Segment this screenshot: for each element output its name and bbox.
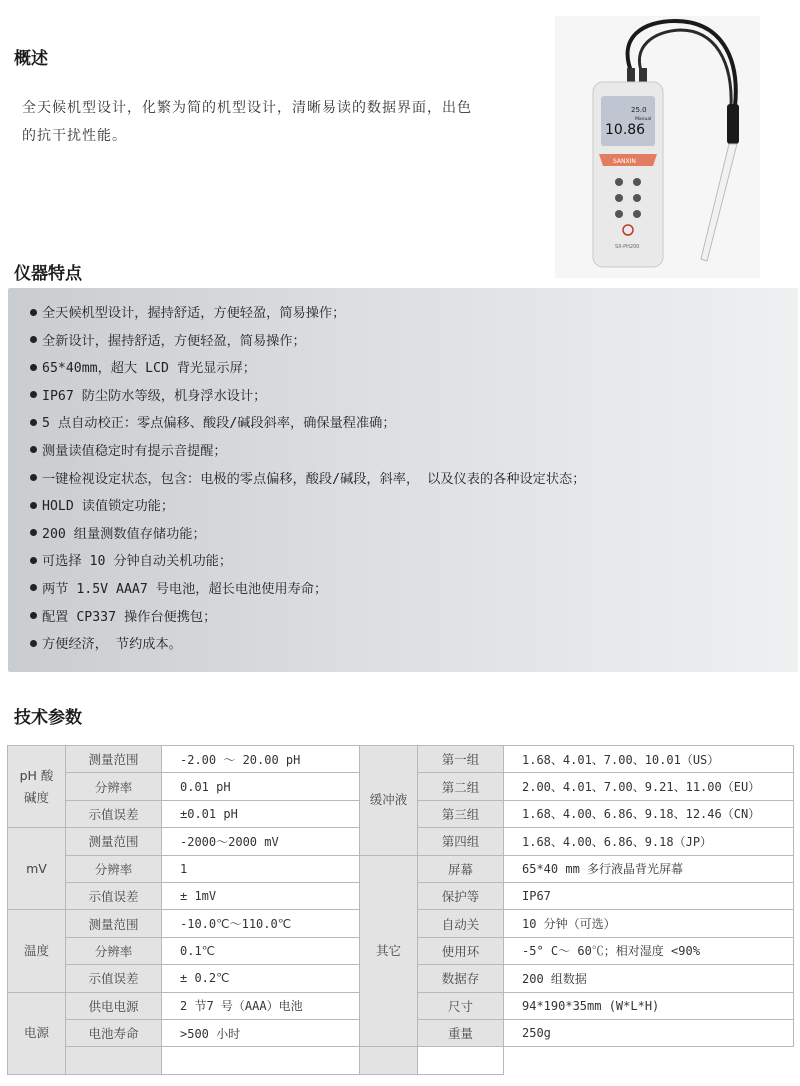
spec-value: 94*190*35mm (W*L*H) (504, 992, 794, 1019)
group-power: 电源 (8, 992, 66, 1074)
feature-item: 方便经济， 节约成本。 (30, 631, 585, 659)
spec-value: 2.00、4.01、7.00、9.21、11.00（EU） (504, 773, 794, 800)
feature-item: 可选择 10 分钟自动关机功能； (30, 548, 585, 576)
spec-value: ± 0.2℃ (162, 965, 360, 992)
spec-value: 250g (504, 1019, 794, 1046)
features-panel (8, 288, 798, 672)
spec-value: 1.68、4.00、6.86、9.18、12.46（CN） (504, 800, 794, 827)
feature-item: 全新设计，握持舒适，方便轻盈，简易操作； (30, 328, 585, 356)
spec-label: 示值误差 (66, 800, 162, 827)
spec-label: 分辨率 (66, 937, 162, 964)
spec-value: 1 (162, 855, 360, 882)
spec-value: >500 小时 (162, 1019, 360, 1046)
ph-meter-illustration (555, 16, 760, 278)
feature-item: HOLD 读值锁定功能； (30, 493, 585, 521)
spec-label: 尺寸 (418, 992, 504, 1019)
spec-value: ± 1mV (162, 882, 360, 909)
group-temp: 温度 (8, 910, 66, 992)
group-mv: mV (8, 828, 66, 910)
table-row (8, 746, 794, 773)
spec-label: 屏幕 (418, 855, 504, 882)
overview-text: 全天候机型设计，化繁为简的机型设计，清晰易读的数据界面，出色的抗干扰性能。 (22, 100, 472, 144)
spec-value: 200 组数据 (504, 965, 794, 992)
table-row (8, 1047, 794, 1074)
spec-label: 电池寿命 (66, 1019, 162, 1046)
bullet-icon (30, 419, 37, 426)
table-row (8, 855, 794, 882)
bullet-icon (30, 640, 37, 647)
ph-meter-photo (555, 16, 760, 278)
spec-label: 第四组 (418, 828, 504, 855)
spec-value: 0.01 pH (162, 773, 360, 800)
spec-value: 2 节7 号（AAA）电池 (162, 992, 360, 1019)
spec-label: 第二组 (418, 773, 504, 800)
spec-label: 测量范围 (66, 746, 162, 773)
spec-value: 65*40 mm 多行液晶背光屏幕 (504, 855, 794, 882)
spec-value: IP67 (504, 882, 794, 909)
spec-label: 供电电源 (66, 992, 162, 1019)
bullet-icon (30, 364, 37, 371)
spec-value: 1.68、4.00、6.86、9.18（JP） (504, 828, 794, 855)
spec-label: 第一组 (418, 746, 504, 773)
spec-label-empty (66, 1047, 162, 1074)
spec-label: 测量范围 (66, 910, 162, 937)
spec-value-empty (162, 1047, 360, 1074)
spec-label: 第三组 (418, 800, 504, 827)
bullet-icon (30, 474, 37, 481)
spec-value: 1.68、4.01、7.00、10.01（US） (504, 746, 794, 773)
feature-item: 5 点自动校正：零点偏移、酸段/碱段斜率，确保量程准确； (30, 410, 585, 438)
spec-label: 示值误差 (66, 882, 162, 909)
spec-value: 10 分钟（可选） (504, 910, 794, 937)
specs-table (7, 745, 794, 1075)
spec-label: 示值误差 (66, 965, 162, 992)
feature-item: 全天候机型设计，握持舒适，方便轻盈，简易操作； (30, 300, 585, 328)
spec-value: 0.1℃ (162, 937, 360, 964)
overview-heading: 概述 (14, 49, 48, 69)
bullet-icon (30, 391, 37, 398)
spec-label: 保护等 (418, 882, 504, 909)
spec-value: ±0.01 pH (162, 800, 360, 827)
spec-label: 自动关 (418, 910, 504, 937)
bullet-icon (30, 529, 37, 536)
group-buffer: 缓冲液 (360, 746, 418, 856)
bullet-icon (30, 336, 37, 343)
spec-value: -2000～2000 mV (162, 828, 360, 855)
feature-item: 65*40mm，超大 LCD 背光显示屏； (30, 355, 585, 383)
spec-value-empty (418, 1047, 504, 1074)
bullet-icon (30, 446, 37, 453)
screen-mode: Manual (635, 117, 652, 122)
bullet-icon (30, 309, 37, 316)
feature-item: 200 组量测数值存储功能； (30, 521, 585, 549)
features-heading: 仪器特点 (14, 264, 82, 284)
spec-value: -5° C～ 60℃；相对湿度 <90% (504, 937, 794, 964)
feature-item: 配置 CP337 操作台便携包； (30, 604, 585, 632)
features-list (30, 300, 585, 659)
spec-label: 重量 (418, 1019, 504, 1046)
feature-item: 一键检视设定状态，包含：电极的零点偏移，酸段/碱段，斜率， 以及仪表的各种设定状态； (30, 466, 585, 494)
bullet-icon (30, 612, 37, 619)
spec-label-empty (360, 1047, 418, 1074)
bullet-icon (30, 502, 37, 509)
group-ph: pH 酸碱度 (8, 746, 66, 828)
bullet-icon (30, 584, 37, 591)
spec-label: 分辨率 (66, 855, 162, 882)
spec-label: 数据存 (418, 965, 504, 992)
specs-heading: 技术参数 (14, 708, 82, 728)
spec-value: -2.00 ～ 20.00 pH (162, 746, 360, 773)
group-other: 其它 (360, 855, 418, 1047)
spec-value: -10.0℃～110.0℃ (162, 910, 360, 937)
feature-item: 两节 1.5V AAA7 号电池，超长电池使用寿命； (30, 576, 585, 604)
spec-label: 使用环 (418, 937, 504, 964)
brand-label: SANXIN (613, 158, 636, 165)
feature-item: IP67 防尘防水等级，机身浮水设计； (30, 383, 585, 411)
spec-label: 测量范围 (66, 828, 162, 855)
bullet-icon (30, 557, 37, 564)
model-label: SX-PH200 (615, 244, 640, 250)
spec-label: 分辨率 (66, 773, 162, 800)
feature-item: 测量读值稳定时有提示音提醒； (30, 438, 585, 466)
screen-value: 10.86 (605, 122, 646, 138)
screen-temp: 25.0 (631, 106, 647, 114)
